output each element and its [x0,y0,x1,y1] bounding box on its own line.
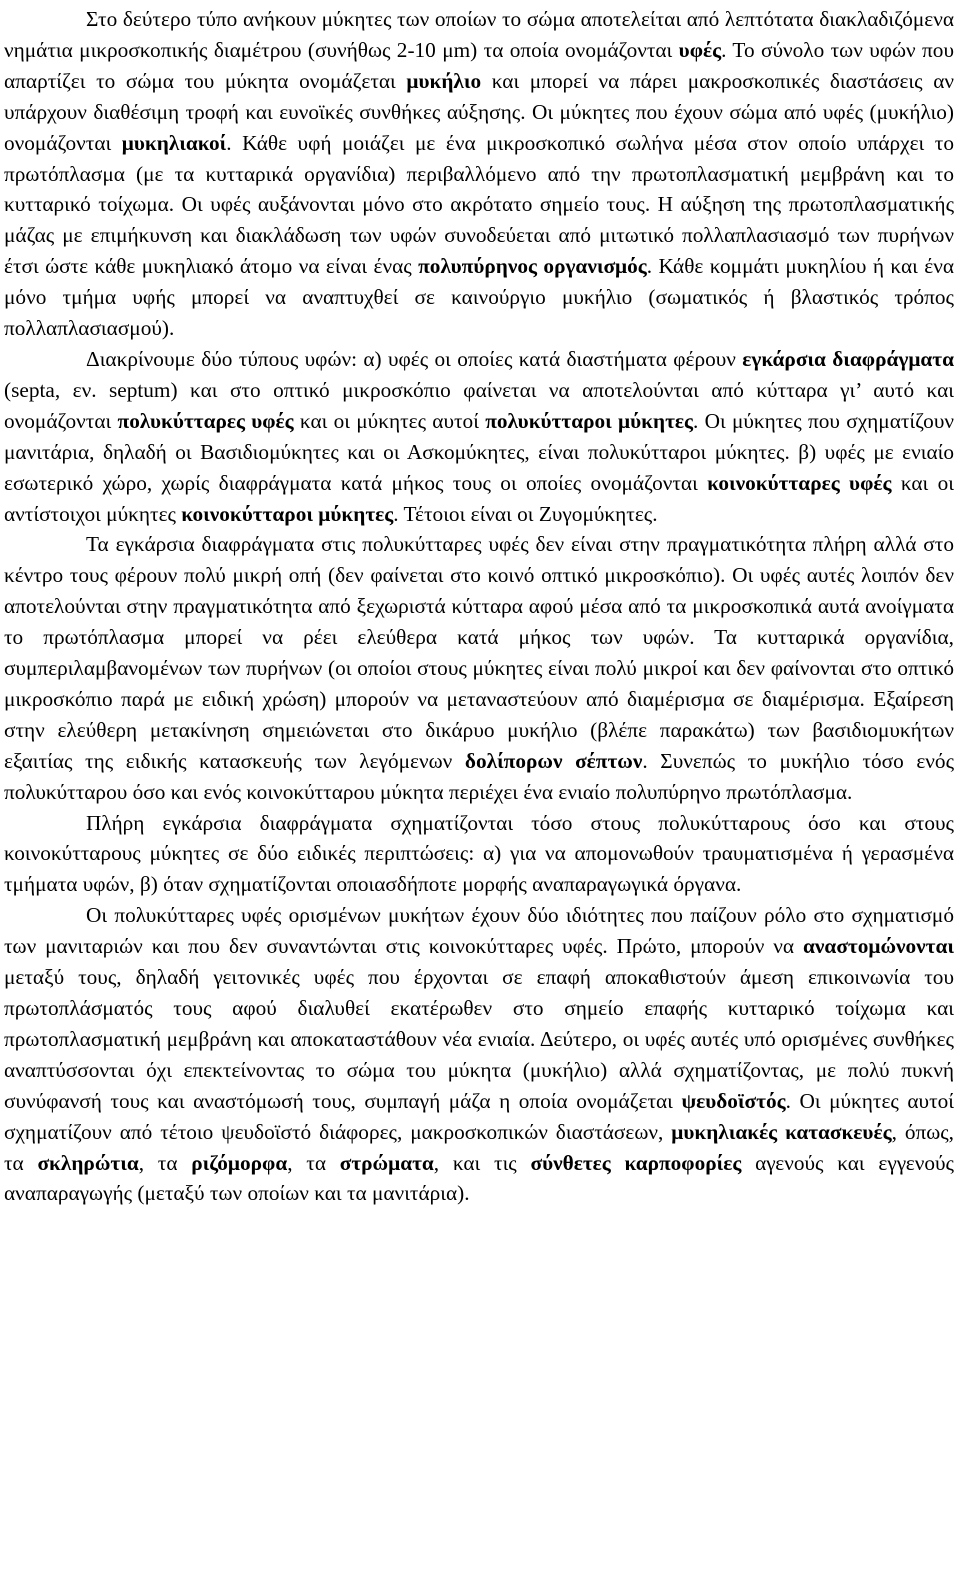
paragraph [4,900,954,1209]
bold-term: αναστομώνονται [803,934,954,959]
bold-term: μυκηλιακοί [121,130,227,155]
paragraph [4,4,954,344]
paragraph [4,529,954,807]
bold-term: πολυκύτταρες υφές [117,408,294,433]
text-run: . Κάθε υφή μοιάζει με ένα μικροσκοπικό σωλήνα μέσα στον οποίο υπάρχει το πρωτόπλασμα (με τα κυτταρικά οργανίδια) περιβαλλόμενο από την πρωτοπλασματική μεμβράνη και το κυτταρικό τοίχωμα. Οι υφές αυξάνονται μόνο στο ακρότατο σημείο τους. Η αύξηση της πρωτοπλασματικής μάζας με επιμήκυνση και διακλάδωση των υφών συνοδεύεται από μιτωτικό πολλαπλασιασμό των πυρήνων έτσι ώστε κάθε μυκηλιακό άτομο να είναι ένας [4,130,955,279]
text-run: . Κάθε κομμάτι μυκηλίου ή και ένα μόνο τμήμα υφής μπορεί να αναπτυχθεί σε καινούργιο μυκήλιο (σωματικός ή βλαστικός τρόπος πολλαπλασιασμού). [4,254,954,341]
text-run: Οι πολυκύτταρες υφές ορισμένων μυκήτων έχουν δύο ιδιότητες που παίζουν ρόλο στο σχηματισμό των μανιταριών και που δεν συναντώνται στις κοινοκύτταρες υφές. Πρώτο, μπορούν να [4,903,954,959]
text-run: Διακρίνουμε δύο τύπους υφών: α) υφές οι οποίες κατά διαστήματα φέρουν [86,346,743,371]
bold-term: σκληρώτια [37,1150,139,1175]
text-run: . Το σύνολο των υφών που απαρτίζει το σώμα του μύκητα ονομάζεται [4,37,954,93]
text-run: . Τέτοιοι είναι οι Ζυγομύκητες. [393,501,658,526]
text-run: Στο δεύτερο τύπο ανήκουν μύκητες των οποίων το σώμα αποτελείται από λεπτότατα διακλαδιζόμενα νημάτια μικροσκοπικής διαμέτρου (συνήθως 2-10 μm) τα οποία ονομάζονται [4,7,954,62]
paragraph [4,808,954,901]
bold-term: πολυπύρηνος οργανισμός [418,254,647,279]
bold-term: ριζόμορφα [191,1150,288,1175]
paragraph [4,344,954,529]
bold-term: εγκάρσια διαφράγματα [742,346,954,371]
bold-term: μυκηλιακές κατασκευές [671,1119,892,1144]
text-run: μεταξύ τους, δηλαδή γειτονικές υφές που έρχονται σε επαφή αποκαθιστούν άμεση επικοινωνία του πρωτοπλάσματός τους αφού διαλυθεί εκατέρωθεν στο σημείο επαφής κυτταρικό τοίχωμα και πρωτοπλασματική μεμβράνη και αποκαταστάθουν νέα ενιαία. Δεύτερο, οι υφές αυτές υπό ορισμένες συνθήκες αναπτύσσονται όχι επεκτείνοντας το σώμα του μύκητα (μυκήλιο) αλλά σχηματίζοντας, με πολύ πυκνή συνύφανσή τους και αναστόμωσή τους, συμπαγή μάζα η οποία ονομάζεται [4,965,954,1113]
text-run: , και τις [433,1150,531,1175]
text-run: , τα [138,1150,192,1175]
text-run: αγενούς και εγγενούς αναπαραγωγής (μεταξύ των οποίων και τα μανιτάρια). [4,1150,954,1206]
text-run: , όπως, τα [4,1119,955,1175]
bold-term: κοινοκύτταροι μύκητες [181,501,394,526]
text-run: . Οι μύκητες αυτοί σχηματίζουν από τέτοιο ψευδοϊστό διάφορες, μακροσκοπικών διαστάσεων, [4,1088,955,1144]
bold-term: σύνθετες καρποφορίες [530,1150,742,1175]
text-run: Πλήρη εγκάρσια διαφράγματα σχηματίζονται τόσο στους πολυκύτταρους όσο και στους κοινοκύτταρους μύκητες σε δύο ειδικές περιπτώσεις: α) για να απομονωθούν τραυματισμένα ή γερασμένα τμήματα υφών, β) όταν σχηματίζονται οποιασδήποτε μορφής αναπαραγωγικά όργανα. [4,810,954,897]
bold-term: μυκήλιο [406,68,482,93]
bold-term: κοινοκύτταρες υφές [707,470,892,495]
bold-term: πολυκύτταροι μύκητες [485,408,693,433]
text-run: . Οι μύκητες που σχηματίζουν μανιτάρια, δηλαδή οι Βασιδιομύκητες και οι Ασκομύκητες, είναι πολυκύτταροι μύκητες. β) υφές με ενιαίο εσωτερικό χώρο, χωρίς διαφράγματα κατά μήκος τους οι οποίες ονομάζονται [4,408,954,495]
bold-term: υφές [678,37,722,62]
text-run: και οι μύκητες αυτοί [293,408,486,433]
text-run: , τα [287,1150,340,1175]
text-run: (septa, εν. septum) και στο οπτικό μικροσκόπιο φαίνεται να αποτελούνται από κύτταρα γι’ αυτό και ονομάζονται [4,377,954,433]
bold-term: δολίπορων σέπτων [464,748,643,773]
bold-term: στρώματα [339,1150,434,1175]
text-run: Τα εγκάρσια διαφράγματα στις πολυκύτταρες υφές δεν είναι στην πραγματικότητα πλήρη αλλά στο κέντρο τους φέρουν πολύ μικρή οπή (δεν φαίνεται στο κοινό οπτικό μικροσκόπιο). Οι υφές αυτές λοιπόν δεν αποτελούνται στην πραγματικότητα από ξεχωριστά κύτταρα αφού μέσα από τα μικροσκοπικά αυτά ανοίγματα το πρωτόπλασμα μπορεί να ρέει ελεύθερα κατά μήκος των υφών. Τα κυτταρικά οργανίδια, συμπεριλαμβανομένων των πυρήνων (οι οποίοι στους μύκητες είναι πολύ μικροί και δεν φαίνονται στο οπτικό μικροσκόπιο παρά με ειδική χρώση) μπορούν να μεταναστεύουν από διαμέρισμα σε διαμέρισμα. Εξαίρεση στην ελεύθερη μετακίνηση σημειώνεται στο δικάρυο μυκήλιο (βλέπε παρακάτω) των βασιδιομυκήτων εξαιτίας της ειδικής κατασκευής των λεγόμενων [4,532,954,773]
text-run: και οι αντίστοιχοι μύκητες [4,470,954,526]
bold-term: ψευδοϊστός [681,1088,786,1113]
text-run: . Συνεπώς το μυκήλιο τόσο ενός πολυκύτταρου όσο και ενός κοινοκύτταρου μύκητα περιέχει ένα ενιαίο πολυπύρηνο πρωτόπλασμα. [4,748,955,804]
text-run: και μπορεί να πάρει μακροσκοπικές διαστάσεις αν υπάρχουν διαθέσιμη τροφή και ευνοϊκές συνθήκες αύξησης. Οι μύκητες που έχουν σώμα από υφές (μυκήλιο) ονομάζονται [4,68,954,155]
